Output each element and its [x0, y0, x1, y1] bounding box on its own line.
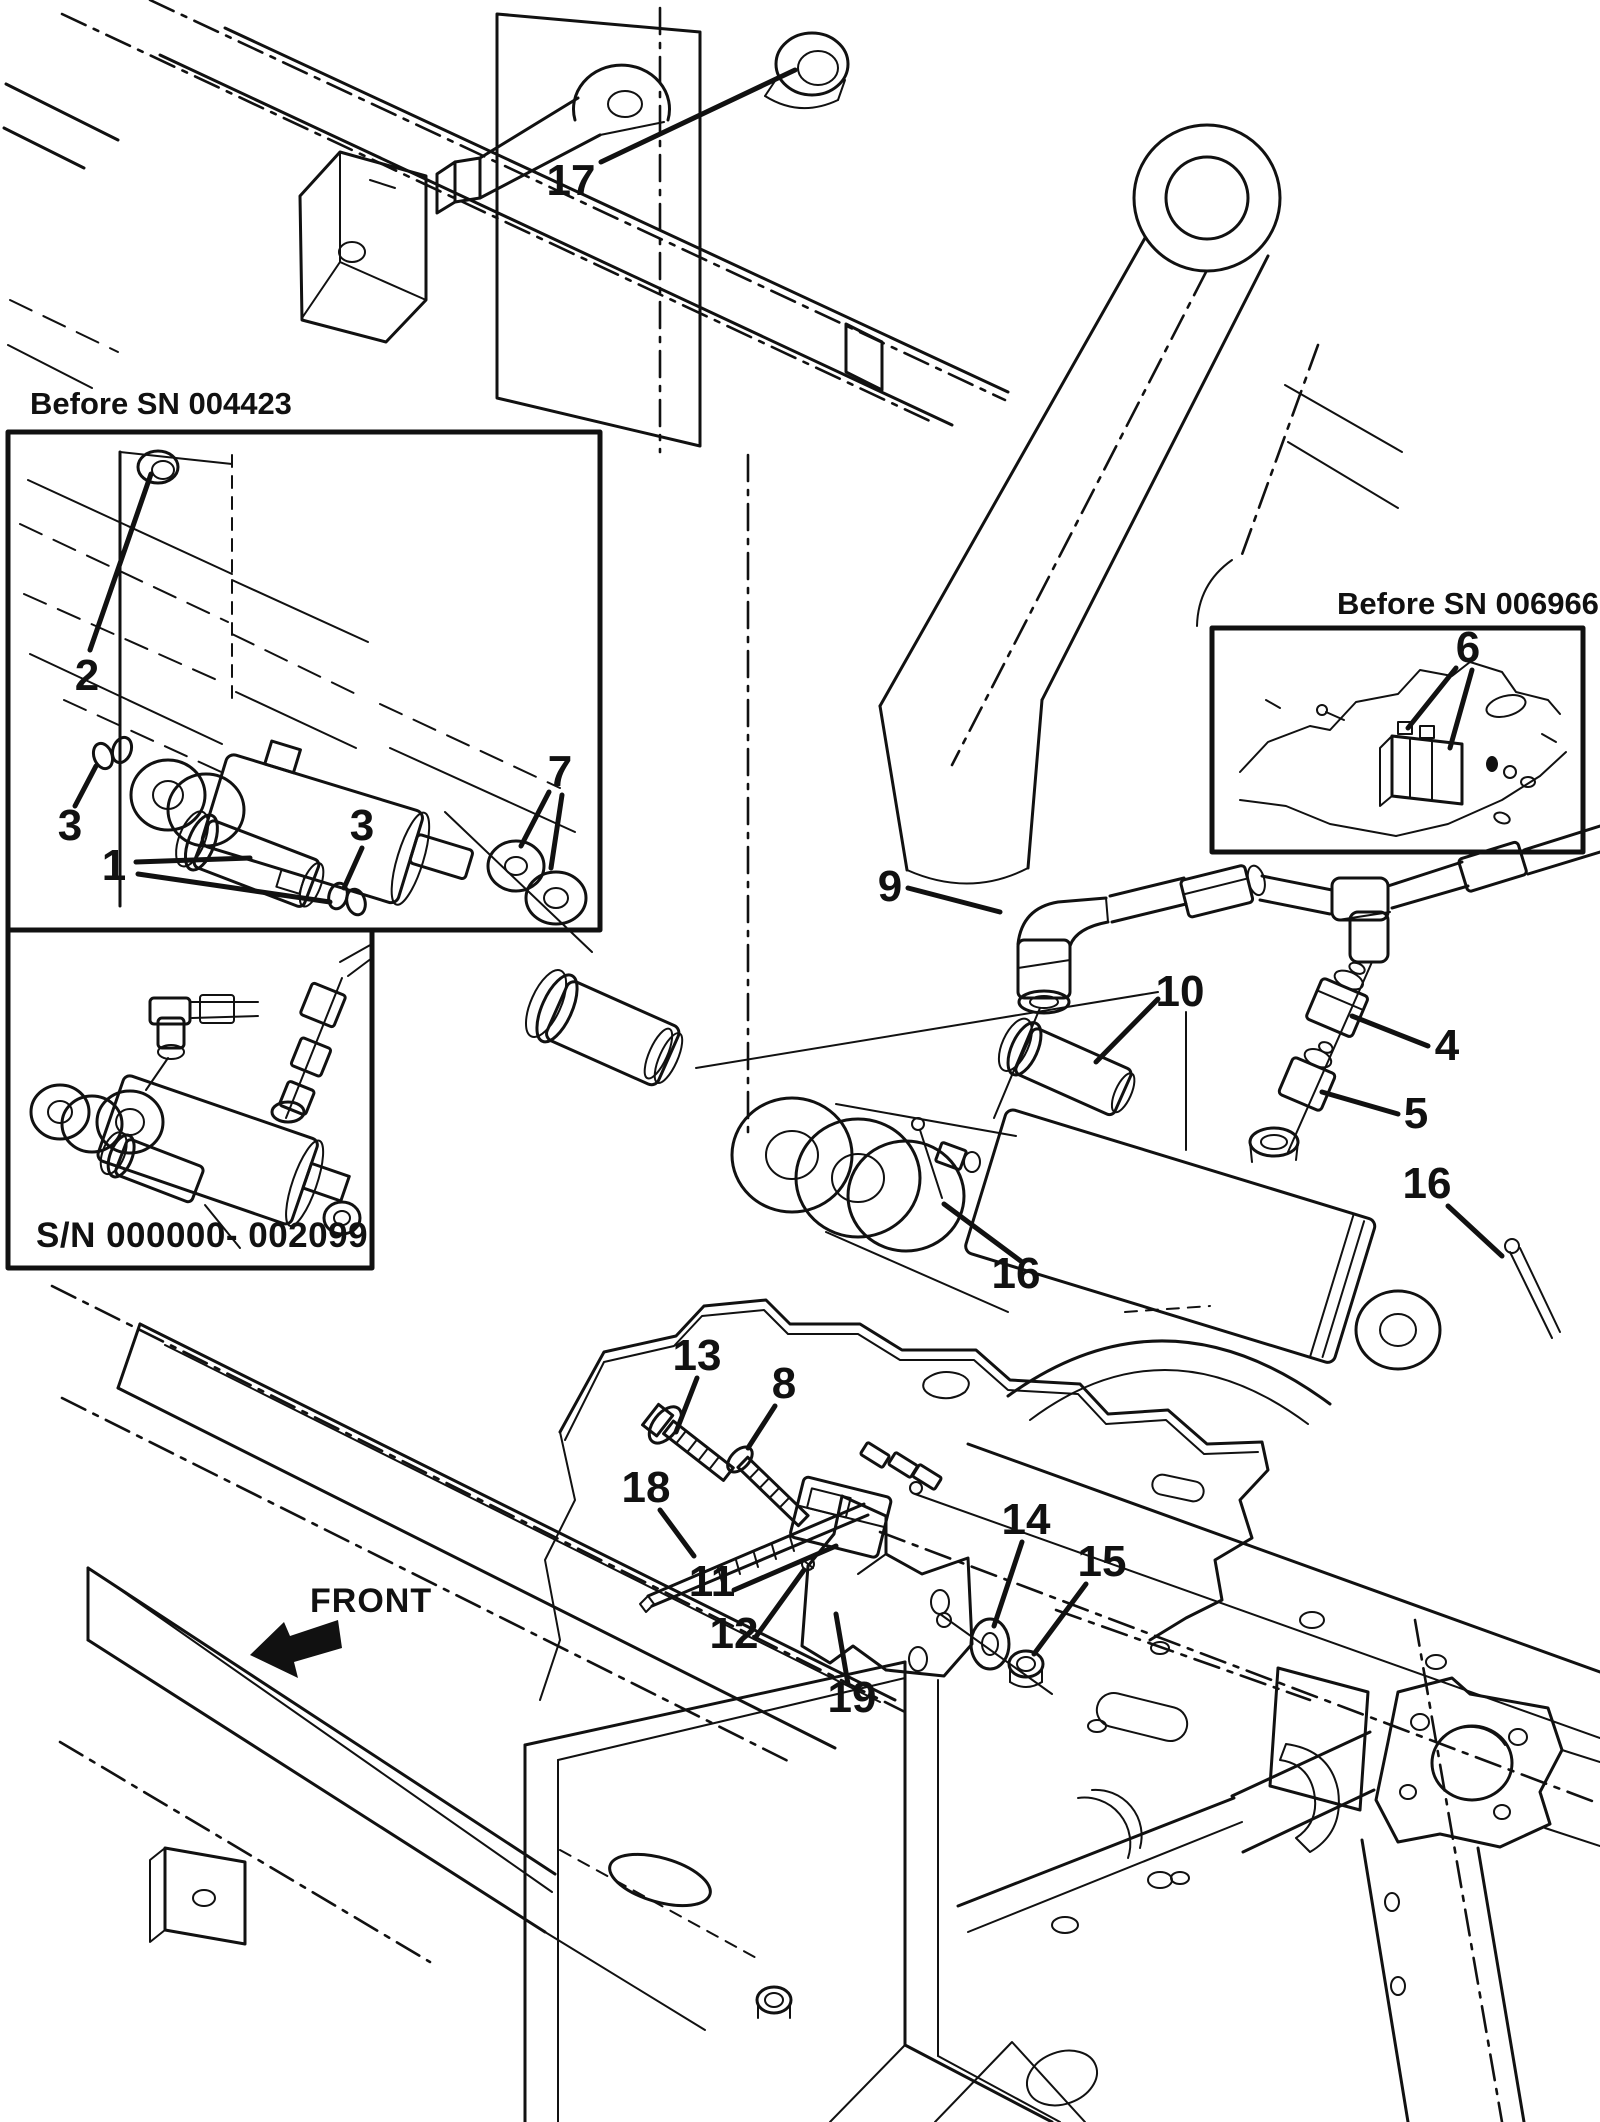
callout-16-right: 16: [1402, 1159, 1452, 1208]
callout-3-left: 3: [57, 801, 83, 850]
cylinder-pin-front: [518, 965, 692, 1095]
leader-3-left: [75, 766, 96, 806]
callout-6: 6: [1455, 623, 1481, 672]
leader-5: [1322, 1092, 1398, 1114]
frame-rails-top: [4, 0, 1008, 1132]
callout-11: 11: [688, 1557, 736, 1606]
leader-9: [908, 888, 1000, 912]
upright-panel: [497, 14, 700, 446]
inset-box-before-sn-006966: [1212, 628, 1583, 852]
cotter-pin-right: [1505, 1239, 1560, 1338]
leader-13: [676, 1378, 697, 1432]
cylinder-pin-rear: [992, 1014, 1142, 1122]
callout-14: 14: [1001, 1495, 1051, 1544]
leader-6a: [1408, 668, 1456, 728]
lift-arm: [846, 125, 1402, 884]
small-bracket-top-left: [300, 152, 426, 342]
leader-6b: [1450, 670, 1472, 748]
inset1-washers-7: [488, 841, 586, 924]
inset-title-before-sn-004423: Before SN 004423: [30, 386, 292, 421]
leader-8: [748, 1406, 775, 1448]
leader-10-short: [1096, 999, 1158, 1062]
leader-7b: [551, 795, 562, 868]
bottom-right-structure: [935, 1610, 1600, 2122]
leader-10-long: [696, 992, 1158, 1068]
callout-16-middle: 16: [991, 1249, 1041, 1298]
callout-9: 9: [877, 862, 903, 911]
callout-18: 18: [621, 1463, 671, 1512]
inset-title-before-sn-006966: Before SN 006966: [1337, 586, 1599, 621]
safety-switch: [790, 1442, 942, 1558]
elbow-fitting-9: [994, 898, 1108, 1118]
front-arrow-icon: [250, 1620, 342, 1678]
callout-15: 15: [1077, 1537, 1127, 1586]
switch-bracket-19: [802, 1496, 972, 1676]
inset2-serial-label: S/N 000000- 002099: [36, 1216, 369, 1255]
main-lift-cylinder: [732, 1098, 1440, 1369]
callout-12: 12: [709, 1609, 759, 1658]
nut-15: [1009, 1651, 1043, 1687]
callout-17: 17: [546, 156, 596, 205]
bracket-with-bushing-17: [437, 33, 848, 213]
callout-8: 8: [771, 1359, 797, 1408]
bottom-center-structure: [525, 1662, 1060, 2122]
callout-4: 4: [1434, 1021, 1460, 1070]
inset1-frame-lines: [20, 452, 575, 906]
leader-16-right: [1448, 1206, 1502, 1256]
callout-19: 19: [827, 1673, 877, 1722]
callout-13: 13: [672, 1331, 722, 1380]
inset2-cylinder-assembly: [31, 944, 372, 1248]
bolt-8: [723, 1442, 814, 1531]
callout-2: 2: [74, 651, 100, 700]
leader-3-right: [344, 848, 362, 888]
callout-5: 5: [1403, 1089, 1429, 1138]
leader-1a: [136, 858, 250, 862]
callout-10: 10: [1155, 967, 1205, 1016]
leader-18: [660, 1510, 694, 1556]
leader-4: [1352, 1016, 1428, 1046]
callout-7: 7: [547, 747, 573, 796]
threaded-rod-18: [640, 1504, 868, 1612]
callout-3-right: 3: [349, 801, 375, 850]
callout-1: 1: [101, 841, 127, 890]
inset3-sheet-and-bracket: [1240, 662, 1566, 836]
front-label: FRONT: [310, 1582, 433, 1620]
